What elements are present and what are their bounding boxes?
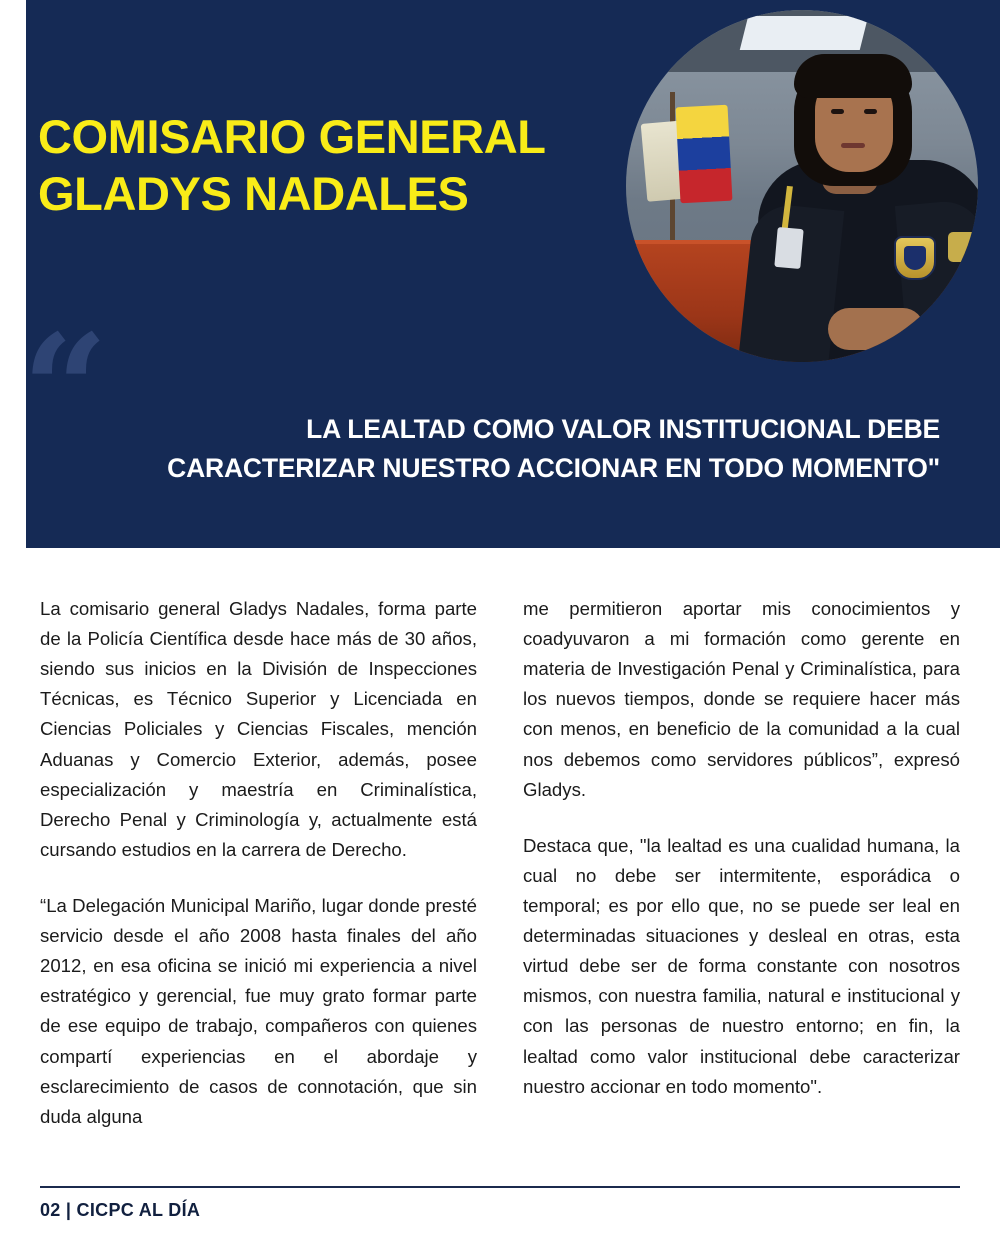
footer-divider (40, 1186, 960, 1188)
photo-ceiling-light (740, 16, 868, 50)
page-title (38, 108, 658, 223)
headline-line-2: GLADYS NADALES (38, 167, 469, 221)
two-column-layout (40, 576, 960, 1132)
paragraph: Destaca que, "la lealtad es una cualidad humana, la cual no debe ser intermitente, esporádica o temporal; es por ello que, no se puede ser leal en determinadas situaciones y desleal en otras, esta virtud debe ser de forma constante con nosotros mismos, con nuestra familia, natural e institucional y con las personas de nuestro entorno; en fin, la lealtad como valor institucional debe caracterizar nuestro accionar en todo momento". (523, 834, 960, 1097)
photo-shoulder-patch (948, 232, 978, 262)
paragraph: me permitieron aportar mis conocimientos y coadyuvaron a mi formación como gerente en materia de Investigación Penal y Criminalística, para los nuevos tiempos, donde se requiere hacer más con menos, en beneficio de la comunidad a la cual nos debemos como servidores públicos”, expresó Gladys. (523, 598, 960, 800)
quote-mark-icon: “ (22, 302, 109, 478)
photo-hair-front (794, 54, 912, 98)
paragraph: La comisario general Gladys Nadales, forma parte de la Policía Científica desde hace más de 30 años, siendo sus inicios en la División de Inspecciones Técnicas, es Técnico Superior y Licenciada en Ciencias Policiales y Ciencias Fiscales, mención Aduanas y Comercio Exterior, además, posee especialización y maestría en Criminalística, Derecho Penal y Criminología y, actualmente está cursando estudios en la carrera de Derecho. (40, 598, 477, 860)
portrait-photo (626, 10, 978, 362)
footer-label: 02 | CICPC AL DÍA (40, 1200, 201, 1220)
page-footer (0, 1186, 1000, 1250)
headline-line-1: COMISARIO GENERAL (38, 110, 546, 163)
photo-mouth (841, 143, 865, 148)
photo-id-card (774, 227, 803, 269)
photo-venezuela-flag (676, 105, 733, 204)
photo-badge-inner (904, 246, 926, 270)
pull-quote-line-1: LA LEALTAD COMO VALOR INSTITUCIONAL DEBE (306, 414, 940, 444)
article-column-left (40, 594, 477, 1132)
paragraph: “La Delegación Municipal Mariño, lugar donde presté servicio desde el año 2008 hasta finales del año 2012, en esa oficina se inició mi experiencia a nivel estratégico y gerencial, fue muy grato formar parte de ese equipo de trabajo, compañeros con quienes compartí experiencias en el abordaje y esclarecimiento de casos de connotación, que sin duda alguna (40, 894, 477, 1127)
pull-quote-line-2: CARACTERIZAR NUESTRO ACCIONAR EN TODO MOMENTO" (167, 452, 940, 483)
hero-section (0, 0, 1000, 548)
pull-quote (140, 410, 940, 487)
photo-eye-left (831, 109, 844, 114)
photo-eye-right (864, 109, 877, 114)
article-body (0, 548, 1000, 1250)
photo-chest-badge (894, 236, 936, 280)
photo-hands (828, 308, 924, 350)
article-column-right (523, 594, 960, 1132)
